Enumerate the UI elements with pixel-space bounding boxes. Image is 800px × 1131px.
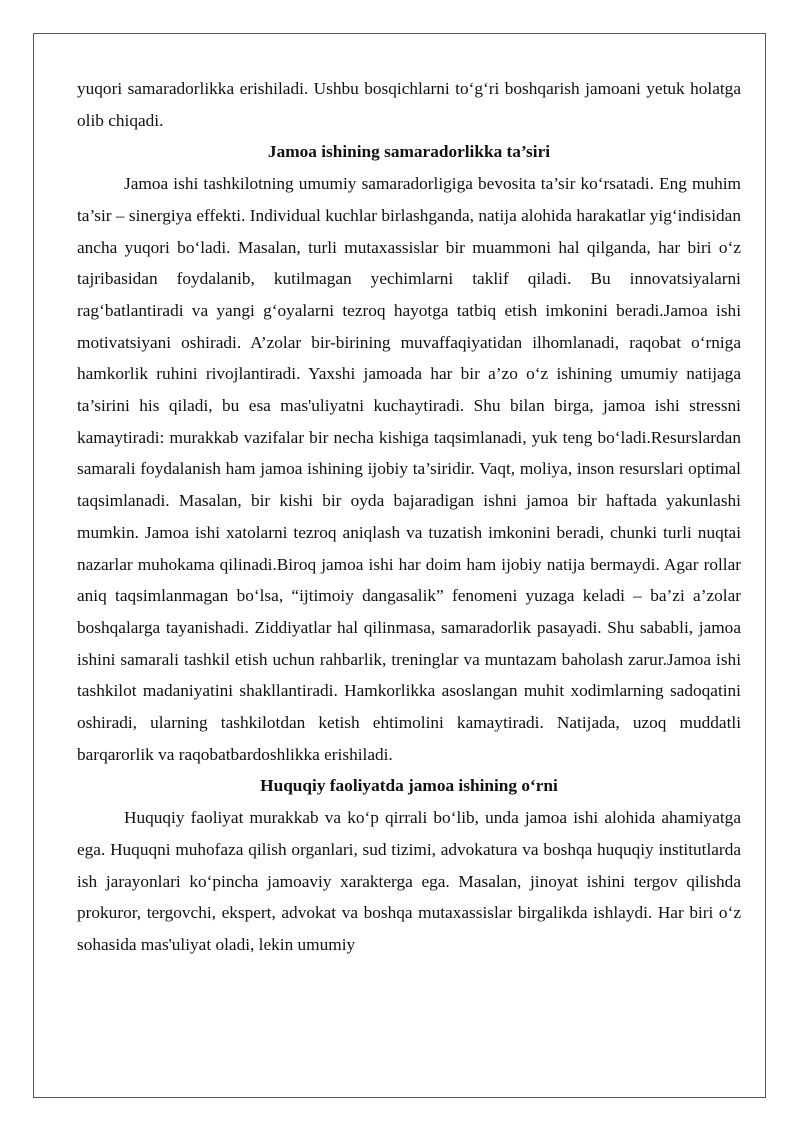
- teamwork-efficiency-paragraph: Jamoa ishi tashkilotning umumiy samaradorligiga bevosita ta’sir ko‘rsatadi. Eng muhim ta’sir – sinergiya effekti. Individual kuchlar birlashganda, natija alohida harakatlar yig‘indisidan ancha yuqori bo‘ladi. Masalan, turli mutaxassislar bir muammoni hal qilganda, har biri o‘z tajribasidan foydalanib, kutilmagan yechimlarni taklif qiladi. Bu innovatsiyalarni rag‘batlantiradi va yangi g‘oyalarni tezroq hayotga tatbiq etish imkonini beradi.Jamoa ishi motivatsiyani oshiradi. A’zolar bir-birining muvaffaqiyatidan ilhomlanadi, raqobat o‘rniga hamkorlik ruhini rivojlantiradi. Yaxshi jamoada har bir a’zo o‘z ishining umumiy natijaga ta’sirini his qiladi, bu esa mas'uliyatni kuchaytiradi. Shu bilan birga, jamoa ishi stressni kamaytiradi: murakkab vazifalar bir necha kishiga taqsimlanadi, yuk teng bo‘ladi.Resurslardan samarali foydalanish ham jamoa ishining ijobiy ta’siridir. Vaqt, moliya, inson resurslari optimal taqsimlanadi. Masalan, bir kishi bir oyda bajaradigan ishni jamoa bir haftada yakunlashi mumkin. Jamoa ishi xatolarni tezroq aniqlash va tuzatish imkonini beradi, chunki turli nuqtai nazarlar muhokama qilinadi.Biroq jamoa ishi har doim ham ijobiy natija bermaydi. Agar rollar aniq taqsimlanmagan bo‘lsa, “ijtimoiy dangasalik” fenomeni yuzaga keladi – ba’zi a’zolar boshqalarga tayanishadi. Ziddiyatlar hal qilinmasa, samaradorlik pasayadi. Shu sababli, jamoa ishini samarali tashkil etish uchun rahbarlik, treninglar va muntazam baholash zarur.Jamoa ishi tashkilot madaniyatini shakllantiradi. Hamkorlikka asoslangan muhit xodimlarning sadoqatini oshiradi, ularning tashkilotdan ketish ehtimolini kamaytiradi. Natijada, uzoq muddatli barqarorlik va raqobatbardoshlikka erishiladi.: [77, 174, 741, 764]
- legal-activity-paragraph: Huquqiy faoliyat murakkab va ko‘p qirrali bo‘lib, unda jamoa ishi alohida ahamiyatga ega. Huquqni muhofaza qilish organlari, sud tizimi, advokatura va boshqa huquqiy institutlarda ish jarayonlari ko‘pincha jamoaviy xarakterga ega. Masalan, jinoyat ishini tergov qilishda prokuror, tergovchi, ekspert, advokat va boshqa mutaxassislar birgalikda ishlaydi. Har biri o‘z sohasida mas'uliyat oladi, lekin umumiy: [77, 808, 741, 954]
- section-heading-teamwork-efficiency: Jamoa ishining samaradorlikka ta’siri: [267, 142, 551, 162]
- section-heading-legal-activity: Huquqiy faoliyatda jamoa ishining o‘rni: [260, 776, 558, 796]
- intro-paragraph: yuqori samaradorlikka erishiladi. Ushbu bosqichlarni to‘g‘ri boshqarish jamoani yetuk holatga olib chiqadi.: [77, 79, 741, 130]
- document-body: [77, 73, 741, 961]
